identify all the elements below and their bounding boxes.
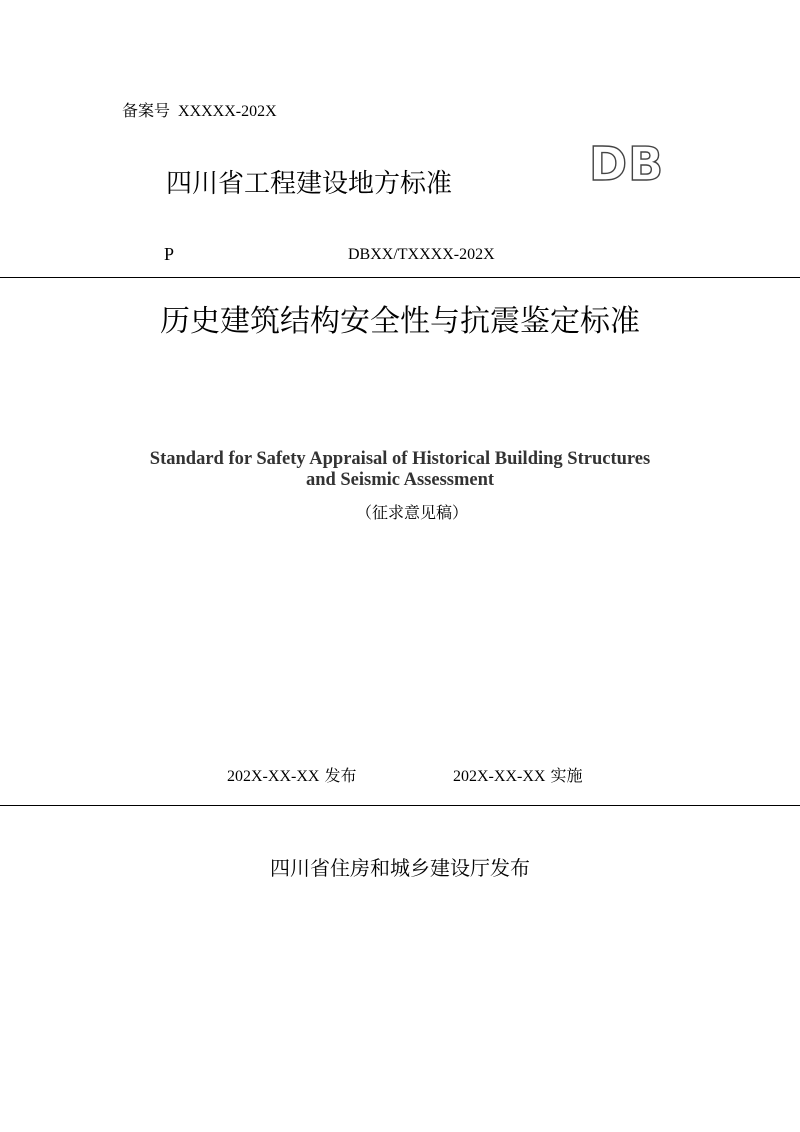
implement-label: 实施 [550, 766, 583, 785]
title-chinese: 历史建筑结构安全性与抗震鉴定标准 [160, 304, 640, 339]
release-date-line [227, 765, 356, 788]
release-date: 202X-XX-XX [227, 768, 320, 785]
standard-number: DBXX/TXXXX-202X [348, 246, 495, 263]
db-logo: DB [589, 137, 665, 191]
release-label: 发布 [324, 766, 357, 785]
standard-type: 四川省工程建设地方标准 [166, 169, 453, 199]
title-english-line-2: and Seismic Assessment [305, 470, 495, 490]
title-english-line-1: Standard for Safety Appraisal of Historical Building Structures [149, 449, 651, 469]
classification-code: P [164, 244, 175, 264]
record-number-line [122, 100, 277, 123]
top-divider [0, 277, 800, 278]
issuing-authority: 四川省住房和城乡建设厅发布 [270, 856, 530, 880]
implement-date-line [453, 765, 582, 788]
record-label: 备案号 [122, 101, 171, 120]
title-english [0, 449, 800, 491]
implement-date: 202X-XX-XX [453, 768, 546, 785]
draft-note: （征求意见稿） [355, 503, 468, 522]
bottom-divider [0, 805, 800, 806]
record-number: XXXXX-202X [178, 103, 277, 120]
